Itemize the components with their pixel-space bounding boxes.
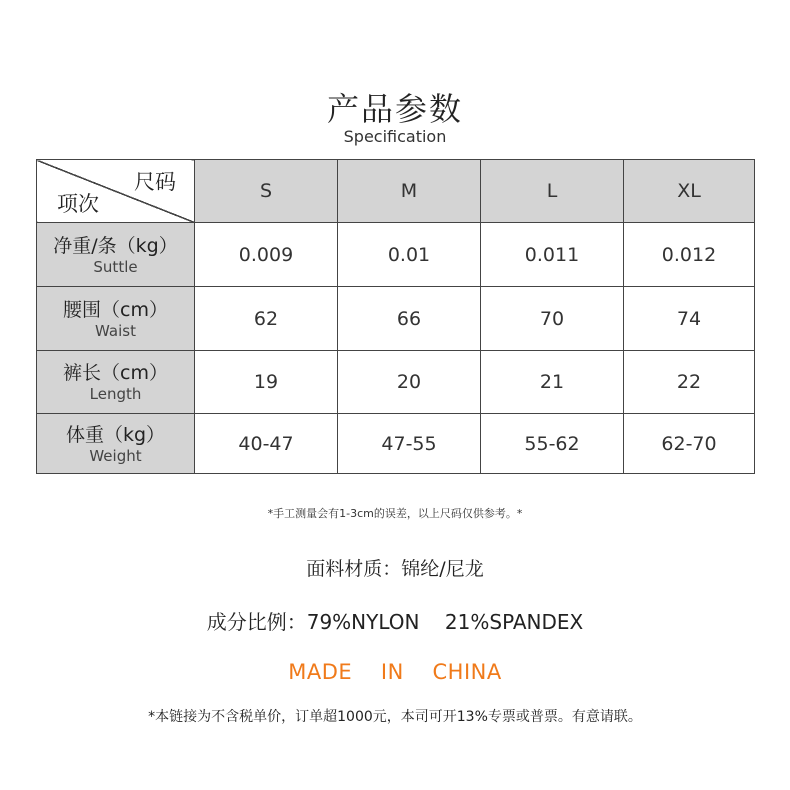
row-header-en: Waist <box>95 321 136 340</box>
table-cell: 66 <box>338 287 481 351</box>
row-header-cn: 腰围（cm） <box>63 298 168 321</box>
table-cell: 0.01 <box>338 223 481 287</box>
row-header-cn: 体重（kg） <box>65 423 166 446</box>
fabric-material: 面料材质：锦纶/尼龙 <box>306 558 484 580</box>
table-header-row <box>37 160 755 223</box>
table-cell: 0.012 <box>624 223 755 287</box>
table-row <box>37 223 755 287</box>
measurement-note: *手工测量会有1-3cm的误差，以上尺码仅供参考。* <box>267 507 523 520</box>
table-cell: 62 <box>195 287 338 351</box>
table-cell: 19 <box>195 351 338 414</box>
table-row <box>37 414 755 474</box>
table-cell: 22 <box>624 351 755 414</box>
row-header-weight <box>37 414 195 474</box>
table-cell: 0.009 <box>195 223 338 287</box>
table-cell: 20 <box>338 351 481 414</box>
size-header-s: S <box>195 160 338 223</box>
page-subtitle: Specification <box>343 127 447 146</box>
size-spec-table <box>36 159 755 474</box>
table-cell: 74 <box>624 287 755 351</box>
row-header-en: Weight <box>89 446 142 465</box>
row-header-en: Suttle <box>93 257 138 276</box>
row-header-length <box>37 351 195 414</box>
table-cell: 21 <box>481 351 624 414</box>
row-header-suttle <box>37 223 195 287</box>
table-cell: 70 <box>481 287 624 351</box>
row-header-en: Length <box>89 385 142 403</box>
fabric-composition: 成分比例：79%NYLON 21%SPANDEX <box>206 610 584 634</box>
corner-item-label: 项次 <box>57 192 99 216</box>
row-header-cn: 裤长（cm） <box>63 362 168 384</box>
table-corner-cell <box>37 160 195 223</box>
corner-size-label: 尺码 <box>134 170 176 194</box>
size-header-m: M <box>338 160 481 223</box>
table-cell: 55-62 <box>481 414 624 474</box>
row-header-waist <box>37 287 195 351</box>
size-header-xl: XL <box>624 160 755 223</box>
table-row <box>37 351 755 414</box>
page-title: 产品参数 <box>326 90 463 128</box>
size-header-l: L <box>481 160 624 223</box>
table-cell: 62-70 <box>624 414 755 474</box>
made-in-china-label: MADE IN CHINA <box>288 660 502 684</box>
invoice-footer-note: *本链接为不含税单价，订单超1000元，本司可开13%专票或普票。有意请联。 <box>148 709 642 725</box>
table-row <box>37 287 755 351</box>
row-header-cn: 净重/条（kg） <box>53 234 178 257</box>
table-cell: 0.011 <box>481 223 624 287</box>
table-cell: 47-55 <box>338 414 481 474</box>
table-cell: 40-47 <box>195 414 338 474</box>
